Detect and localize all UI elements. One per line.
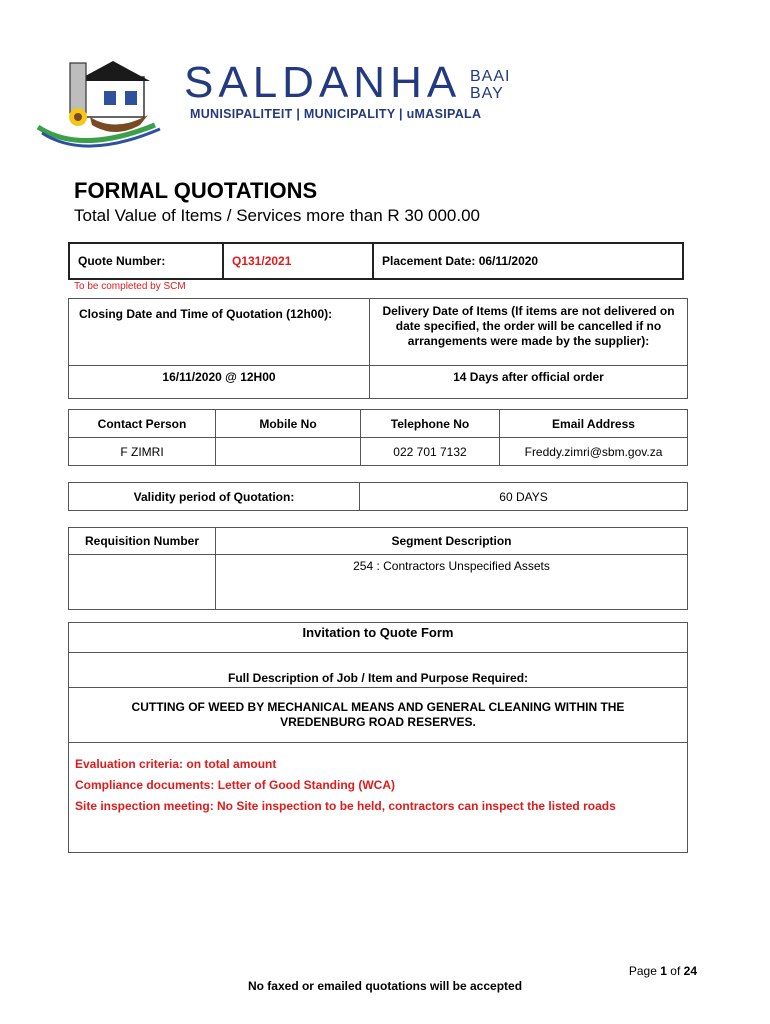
contact-header: Mobile No <box>216 410 361 438</box>
mobile-no <box>216 438 361 466</box>
page-total: 24 <box>683 964 697 978</box>
org-suffix-bay: BAY <box>470 85 504 102</box>
email-address: Freddy.zimri@sbm.gov.za <box>500 438 688 466</box>
segment-description-label: Segment Description <box>216 528 688 555</box>
page-of: of <box>670 964 681 978</box>
validity-table <box>68 482 688 511</box>
telephone-no: 022 701 7132 <box>361 438 500 466</box>
org-suffix <box>470 68 510 102</box>
requisition-number-value <box>69 555 216 610</box>
quote-number-label: Quote Number: <box>69 243 223 279</box>
quote-table <box>68 242 684 280</box>
placement-date: Placement Date: 06/11/2020 <box>373 243 683 279</box>
delivery-value: 14 Days after official order <box>370 366 688 399</box>
quote-number-value: Q131/2021 <box>223 243 373 279</box>
contact-table <box>68 409 688 466</box>
closing-value: 16/11/2020 @ 12H00 <box>69 366 370 399</box>
scm-note: To be completed by SCM <box>74 281 186 292</box>
contact-header: Telephone No <box>361 410 500 438</box>
site-inspection: Site inspection meeting: No Site inspection to be held, contractors can inspect the listed roads <box>75 799 616 813</box>
org-suffix-baai: BAAI <box>470 68 511 85</box>
description-label: Full Description of Job / Item and Purpose Required: <box>69 653 688 688</box>
invitation-table <box>68 622 688 853</box>
validity-label: Validity period of Quotation: <box>69 483 360 511</box>
job-description: CUTTING OF WEED BY MECHANICAL MEANS AND GENERAL CLEANING WITHIN THE VREDENBURG ROAD RESERVES. <box>69 688 688 743</box>
document-subtitle: Total Value of Items / Services more than R 30 000.00 <box>74 206 481 225</box>
org-subtitle: MUNISIPALITEIT | MUNICIPALITY | uMASIPALA <box>190 107 482 121</box>
page-number <box>629 964 697 978</box>
contact-header: Contact Person <box>69 410 216 438</box>
footer-note: No faxed or emailed quotations will be accepted <box>247 979 523 993</box>
invitation-title: Invitation to Quote Form <box>69 623 688 653</box>
requisition-table <box>68 527 688 610</box>
criteria-cell <box>69 743 688 853</box>
contact-person: F ZIMRI <box>69 438 216 466</box>
contact-header: Email Address <box>500 410 688 438</box>
document-title: FORMAL QUOTATIONS <box>74 178 318 203</box>
closing-label: Closing Date and Time of Quotation (12h00): <box>69 299 370 366</box>
evaluation-criteria: Evaluation criteria: on total amount <box>75 757 277 771</box>
org-name: SALDANHA <box>184 58 462 107</box>
requisition-number-label: Requisition Number <box>69 528 216 555</box>
municipality-logo <box>30 55 180 150</box>
closing-table <box>68 298 688 399</box>
page-current: 1 <box>660 964 667 978</box>
delivery-label: Delivery Date of Items (If items are not delivered on date specified, the order will be cancelled if no arrangements were made by the supplier): <box>370 299 688 366</box>
compliance-documents: Compliance documents: Letter of Good Standing (WCA) <box>75 778 395 792</box>
validity-value: 60 DAYS <box>360 483 688 511</box>
segment-description-value: 254 : Contractors Unspecified Assets <box>216 555 688 610</box>
page-prefix: Page <box>628 964 657 978</box>
